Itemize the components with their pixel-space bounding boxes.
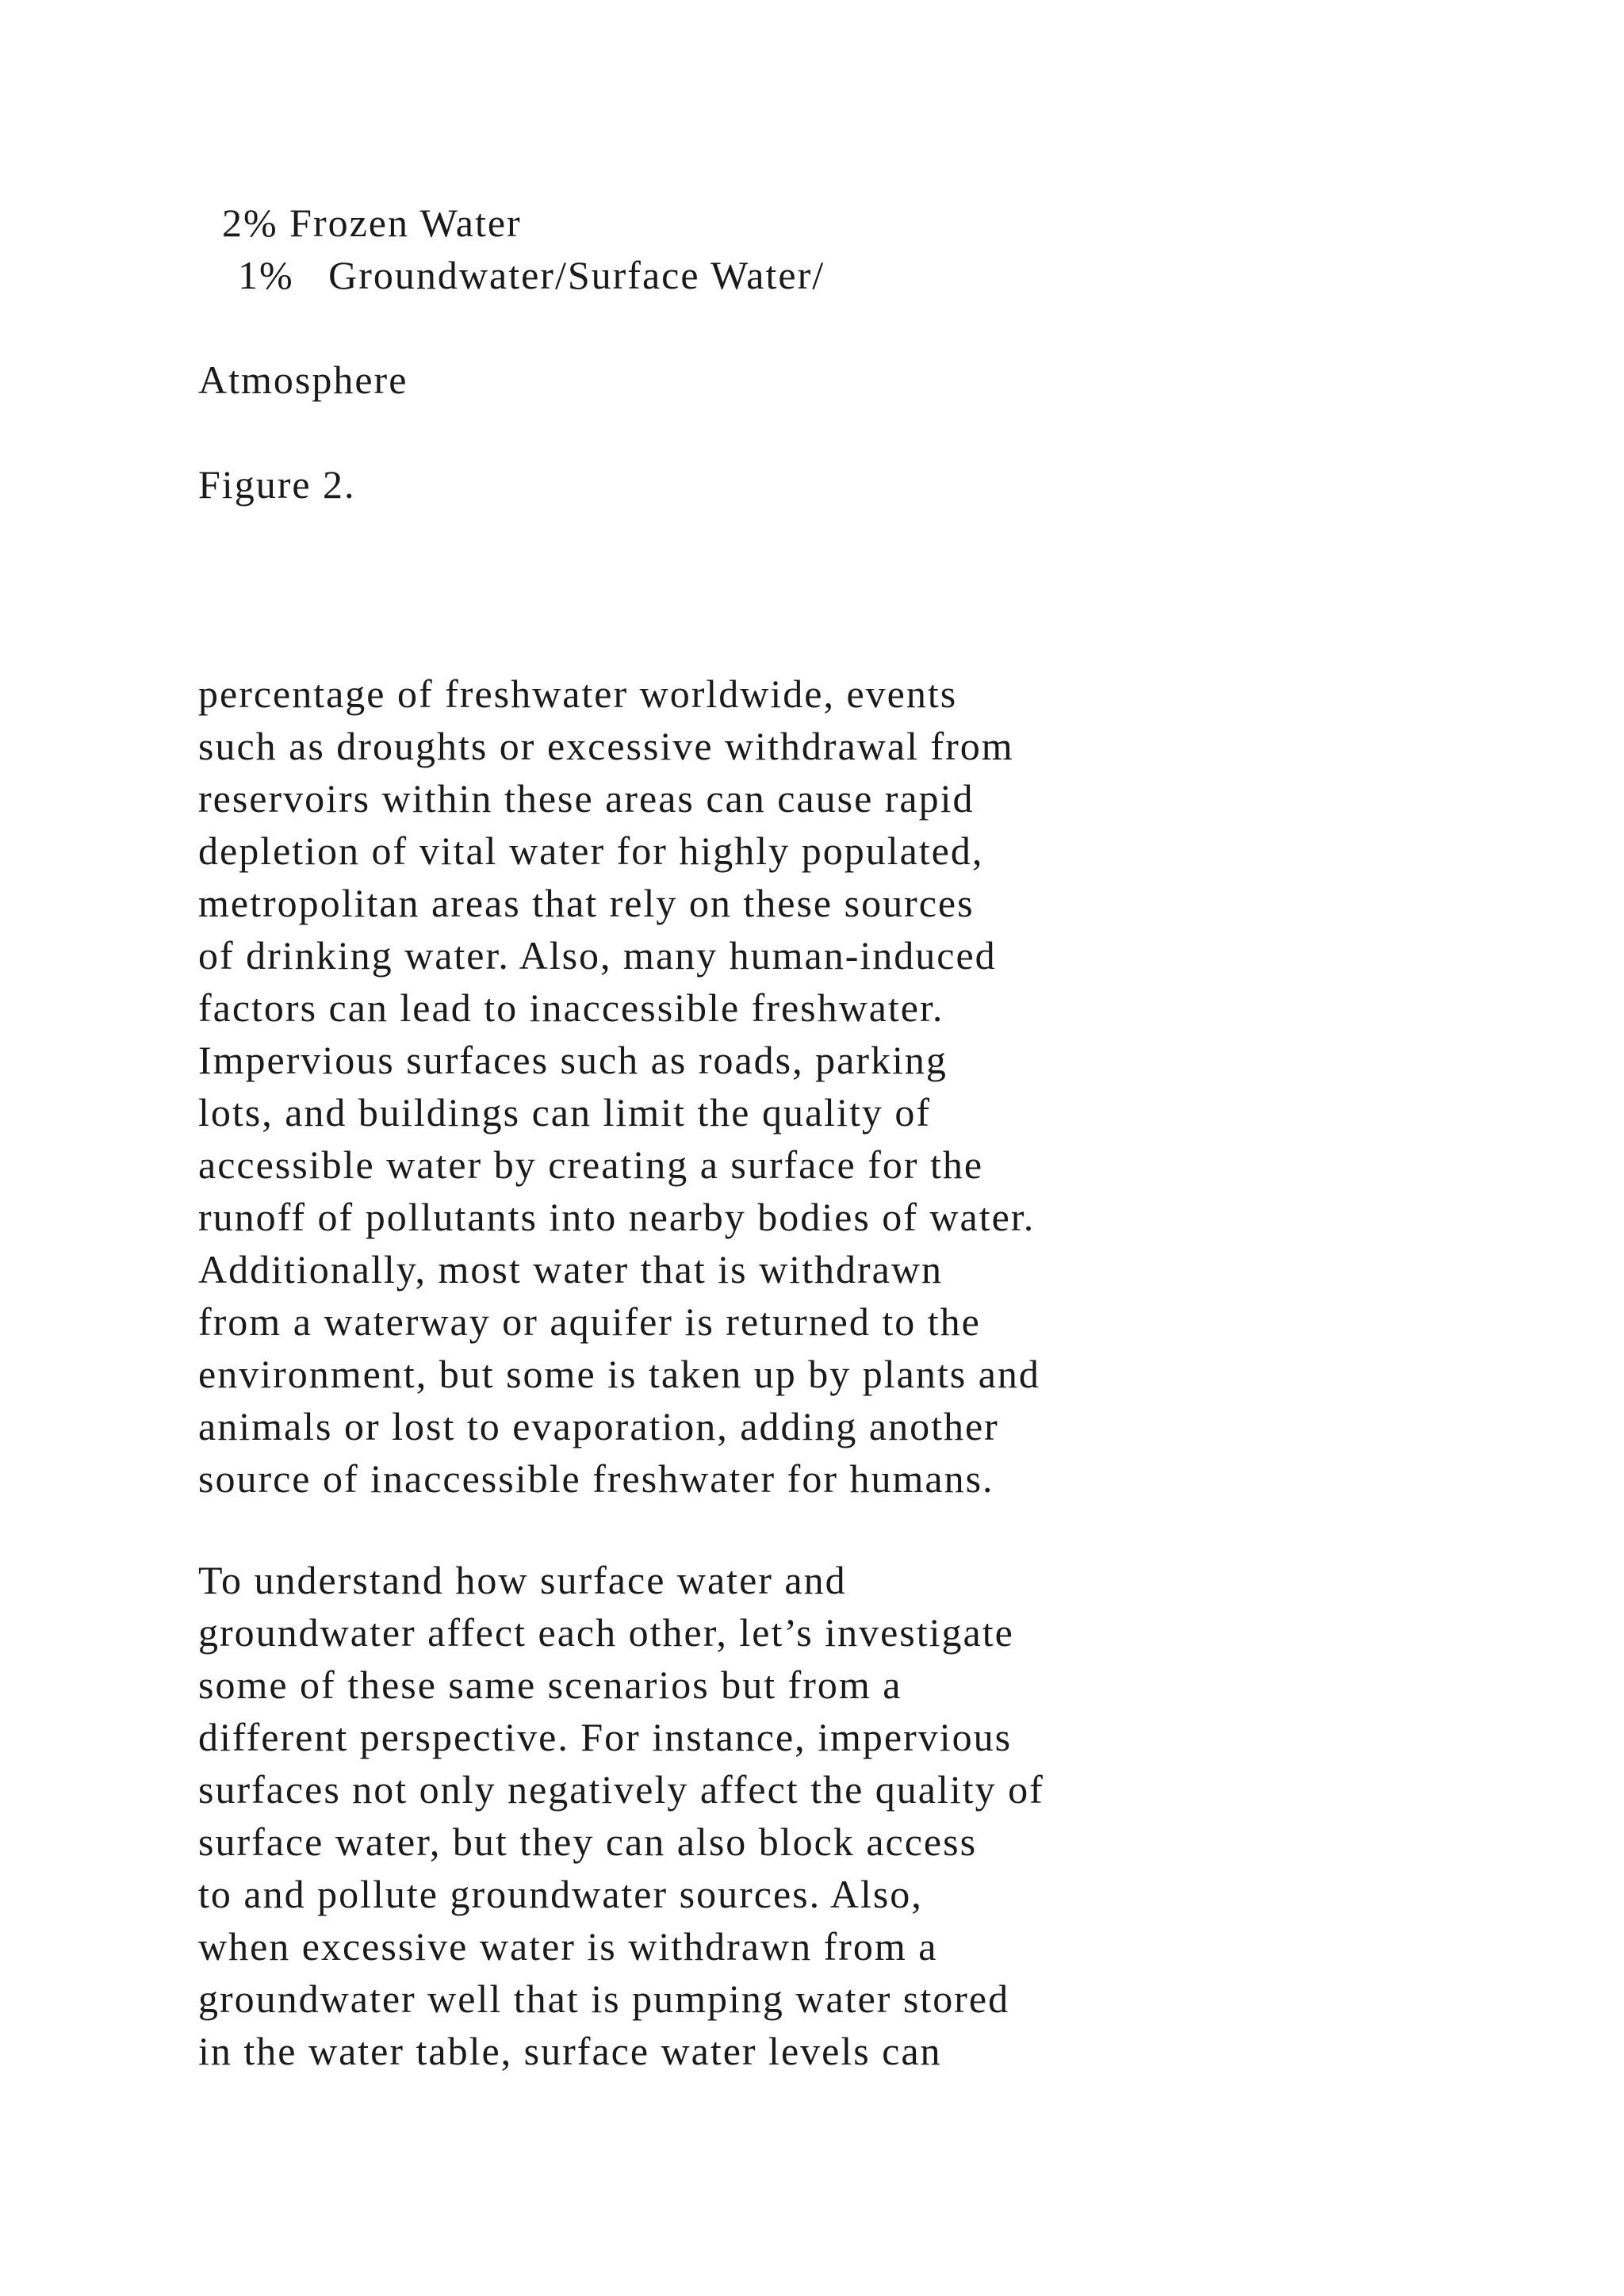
paragraph-line: to and pollute groundwater sources. Also, <box>198 1872 923 1916</box>
paragraph-line: reservoirs within these areas can cause rapid <box>198 776 975 821</box>
paragraph-2 <box>198 1554 1044 2077</box>
paragraph-line: different perspective. For instance, impervious <box>198 1715 1013 1759</box>
paragraph-line: in the water table, surface water levels can <box>198 2029 942 2073</box>
figure-label-groundwater: 1% Groundwater/Surface Water/ <box>238 253 825 297</box>
paragraph-line: groundwater affect each other, let’s investigate <box>198 1610 1014 1655</box>
figure-label-frozen-water: 2% Frozen Water <box>222 201 522 245</box>
paragraph-line: depletion of vital water for highly populated, <box>198 828 984 873</box>
paragraph-1 <box>198 668 1040 1505</box>
paragraph-line: surface water, but they can also block access <box>198 1820 978 1864</box>
paragraph-line: surfaces not only negatively affect the quality of <box>198 1767 1044 1812</box>
paragraph-line: factors can lead to inaccessible freshwater. <box>198 985 944 1030</box>
paragraph-line: metropolitan areas that rely on these sources <box>198 881 975 925</box>
figure-label-atmosphere: Atmosphere <box>198 358 408 402</box>
paragraph-line: some of these same scenarios but from a <box>198 1663 902 1707</box>
paragraph-line: animals or lost to evaporation, adding another <box>198 1404 999 1448</box>
paragraph-line: lots, and buildings can limit the quality of <box>198 1090 932 1135</box>
paragraph-line: Additionally, most water that is withdrawn <box>198 1247 943 1292</box>
paragraph-line: groundwater well that is pumping water stored <box>198 1976 1010 2021</box>
paragraph-line: environment, but some is taken up by plants and <box>198 1352 1040 1396</box>
paragraph-line: runoff of pollutants into nearby bodies of water. <box>198 1195 1036 1239</box>
paragraph-line: source of inaccessible freshwater for humans. <box>198 1456 994 1501</box>
paragraph-line: To understand how surface water and <box>198 1558 847 1602</box>
figure-caption: Figure 2. <box>198 462 356 507</box>
paragraph-line: of drinking water. Also, many human-induced <box>198 933 997 978</box>
paragraph-line: Impervious surfaces such as roads, parking <box>198 1038 948 1082</box>
paragraph-line: percentage of freshwater worldwide, events <box>198 672 958 716</box>
paragraph-line: from a waterway or aquifer is returned to the <box>198 1299 981 1344</box>
paragraph-line: such as droughts or excessive withdrawal from <box>198 724 1014 768</box>
paragraph-line: when excessive water is withdrawn from a <box>198 1924 938 1969</box>
paragraph-line: accessible water by creating a surface for the <box>198 1142 984 1187</box>
